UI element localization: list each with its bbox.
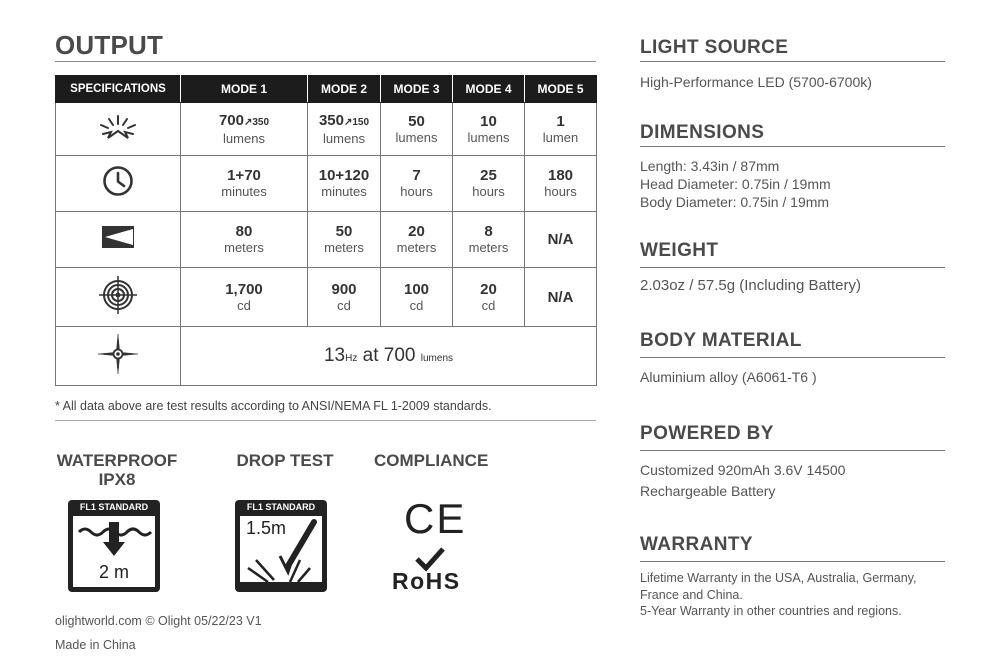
waterproof-title: WATERPROOF	[56, 451, 178, 470]
material-text: Aluminium alloy (A6061-T6 )	[640, 369, 817, 385]
table-cell: 20 cd	[453, 268, 525, 327]
table-row	[56, 103, 597, 156]
table-cell: 1 lumen	[525, 103, 597, 156]
table-cell: 50 meters	[308, 212, 381, 268]
clock-icon	[56, 156, 181, 212]
table-cell: 8 meters	[453, 212, 525, 268]
table-cell: 10+120 minutes	[308, 156, 381, 212]
footer-copyright: olightworld.com © Olight 05/22/23 V1	[55, 614, 262, 628]
table-cell: 100 cd	[381, 268, 453, 327]
table-cell: 80 meters	[181, 212, 308, 268]
powered-divider	[640, 450, 945, 451]
table-cell: 350↗150 lumens	[308, 103, 381, 156]
waterproof-badge	[55, 451, 179, 489]
table-cell: 900 cd	[308, 268, 381, 327]
header-mode-3: MODE 3	[381, 76, 453, 103]
light-source-heading: LIGHT SOURCE	[640, 37, 789, 58]
dimensions-length: Length: 3.43in / 87mm	[640, 158, 780, 174]
table-row	[56, 212, 597, 268]
table-cell: 20 meters	[381, 212, 453, 268]
table-row	[56, 327, 597, 386]
output-divider	[55, 61, 596, 62]
dimensions-divider	[640, 146, 945, 147]
light-source-divider	[640, 61, 945, 62]
dimensions-heading: DIMENSIONS	[640, 122, 765, 143]
header-mode-2: MODE 2	[308, 76, 381, 103]
dimensions-head: Head Diameter: 0.75in / 19mm	[640, 176, 831, 192]
drop-impact-icon	[240, 516, 322, 587]
material-heading: BODY MATERIAL	[640, 330, 802, 351]
strobe-cell: 13Hz at 700 lumens	[181, 327, 597, 386]
table-cell: 1+70 minutes	[181, 156, 308, 212]
brightness-icon	[56, 103, 181, 156]
dimensions-body: Body Diameter: 0.75in / 19mm	[640, 194, 830, 210]
intensity-target-icon	[56, 268, 181, 327]
weight-text: 2.03oz / 57.5g (Including Battery)	[640, 277, 861, 294]
waterproof-standard-icon: FL1 STANDARD 2 m	[68, 500, 160, 592]
note-divider	[55, 420, 596, 421]
table-cell: N/A	[525, 212, 597, 268]
warranty-heading: WARRANTY	[640, 534, 753, 555]
header-mode-4: MODE 4	[453, 76, 525, 103]
table-cell: N/A	[525, 268, 597, 327]
table-header-row	[56, 76, 597, 103]
rohs-mark: RoHS	[392, 568, 461, 594]
waterproof-rating: IPX8	[98, 470, 136, 489]
output-title: OUTPUT	[55, 30, 164, 60]
header-mode-1: MODE 1	[181, 76, 308, 103]
test-note: * All data above are test results according to ANSI/NEMA FL 1-2009 standards.	[55, 399, 492, 413]
powered-text: Customized 920mAh 3.6V 14500 Rechargeable Battery	[640, 462, 846, 499]
header-mode-5: MODE 5	[525, 76, 597, 103]
ce-mark: CE	[404, 495, 467, 542]
strobe-icon	[56, 327, 181, 386]
powered-heading: POWERED BY	[640, 423, 774, 444]
table-cell: 25 hours	[453, 156, 525, 212]
footer-origin: Made in China	[55, 638, 136, 652]
table-cell: 1,700 cd	[181, 268, 308, 327]
water-depth-icon	[73, 516, 155, 560]
table-cell: 10 lumens	[453, 103, 525, 156]
dimensions-text	[640, 157, 960, 211]
warranty-divider	[640, 561, 945, 562]
material-divider	[640, 357, 945, 358]
table-row	[56, 268, 597, 327]
drop-test-standard-icon: FL1 STANDARD 1.5m	[235, 500, 327, 592]
compliance-title: COMPLIANCE	[374, 451, 489, 470]
light-source-text: High-Performance LED (5700-6700k)	[640, 74, 872, 90]
drop-test-title: DROP TEST	[236, 451, 334, 470]
header-specifications: SPECIFICATIONS	[56, 76, 181, 103]
table-cell: 50 lumens	[381, 103, 453, 156]
warranty-text: Lifetime Warranty in the USA, Australia, Germany, France and China. 5-Year Warranty in other countries and regions.	[640, 571, 917, 618]
weight-heading: WEIGHT	[640, 240, 719, 261]
weight-divider	[640, 267, 945, 268]
table-cell: 7 hours	[381, 156, 453, 212]
table-cell: 180 hours	[525, 156, 597, 212]
output-spec-table	[55, 75, 597, 386]
table-cell: 700↗350 lumens	[181, 103, 308, 156]
beam-distance-icon	[56, 212, 181, 268]
table-row	[56, 156, 597, 212]
